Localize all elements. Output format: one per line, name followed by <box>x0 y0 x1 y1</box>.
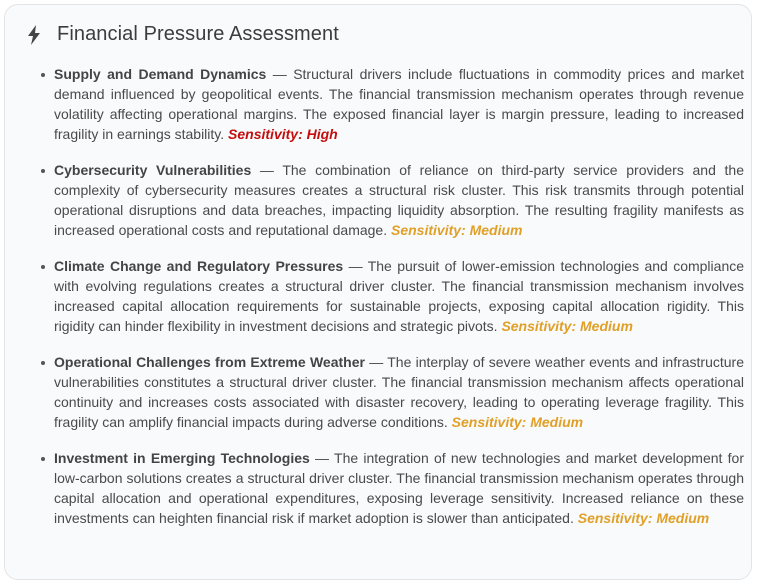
sensitivity-badge: Sensitivity: Medium <box>391 222 523 238</box>
card-header <box>27 23 339 46</box>
item-name: Cybersecurity Vulnerabilities <box>54 162 252 178</box>
list-item <box>54 256 744 336</box>
sensitivity-badge: Sensitivity: Medium <box>451 414 584 430</box>
item-name: Supply and Demand Dynamics <box>54 66 267 82</box>
item-text: — The pursuit of lower-emission technologies and compliance with evolving regulations creates a structural driver cluster. The financial transmission mechanism involves increased capital allocation requirements for sustainable projects, exposing capital allocation rigidity. This rigidity can hinder flexibility in investment decisions and strategic pivots. <box>54 258 745 334</box>
sensitivity-badge: Sensitivity: High <box>228 126 338 142</box>
list-item <box>54 160 744 240</box>
item-text: — The integration of new technologies and market development for low-carbon solutions creates a structural driver cluster. The financial transmission mechanism operates through capital allocation and operational expenditures, exposing leverage sensitivity. Increased reliance on these investments can heighten financial risk if market adoption is slower than anticipated. <box>54 450 745 526</box>
item-name: Climate Change and Regulatory Pressures <box>54 258 344 274</box>
item-text: — The combination of reliance on third-party service providers and the complexity of cybersecurity measures creates a structural risk cluster. This risk transmits through potential operational disruptions and data breaches, impacting liquidity absorption. The resulting fragility manifests as increased operational costs and reputational damage. <box>54 162 745 238</box>
sensitivity-badge: Sensitivity: Medium <box>501 318 633 334</box>
assessment-list <box>37 64 744 544</box>
item-name: Investment in Emerging Technologies <box>54 450 310 466</box>
bolt-icon <box>27 25 41 45</box>
item-text: — Structural drivers include fluctuations in commodity prices and market demand influenced by geopolitical events. The financial transmission mechanism operates through revenue volatility affecting operational margins. The exposed financial layer is margin pressure, leading to increased fragility in earnings stability. <box>54 66 744 142</box>
item-text: — The interplay of severe weather events and infrastructure vulnerabilities constitutes a structural driver cluster. The financial transmission mechanism affects operational continuity and increases costs associated with disaster recovery, leading to operating leverage fragility. This fragility can amplify financial impacts during adverse conditions. <box>54 354 744 430</box>
list-item <box>54 352 744 432</box>
list-item <box>54 448 744 528</box>
sensitivity-badge: Sensitivity: Medium <box>577 510 710 526</box>
list-item <box>54 64 744 144</box>
financial-pressure-card <box>4 4 752 580</box>
card-title: Financial Pressure Assessment <box>57 23 339 45</box>
item-name: Operational Challenges from Extreme Weather <box>54 354 365 370</box>
